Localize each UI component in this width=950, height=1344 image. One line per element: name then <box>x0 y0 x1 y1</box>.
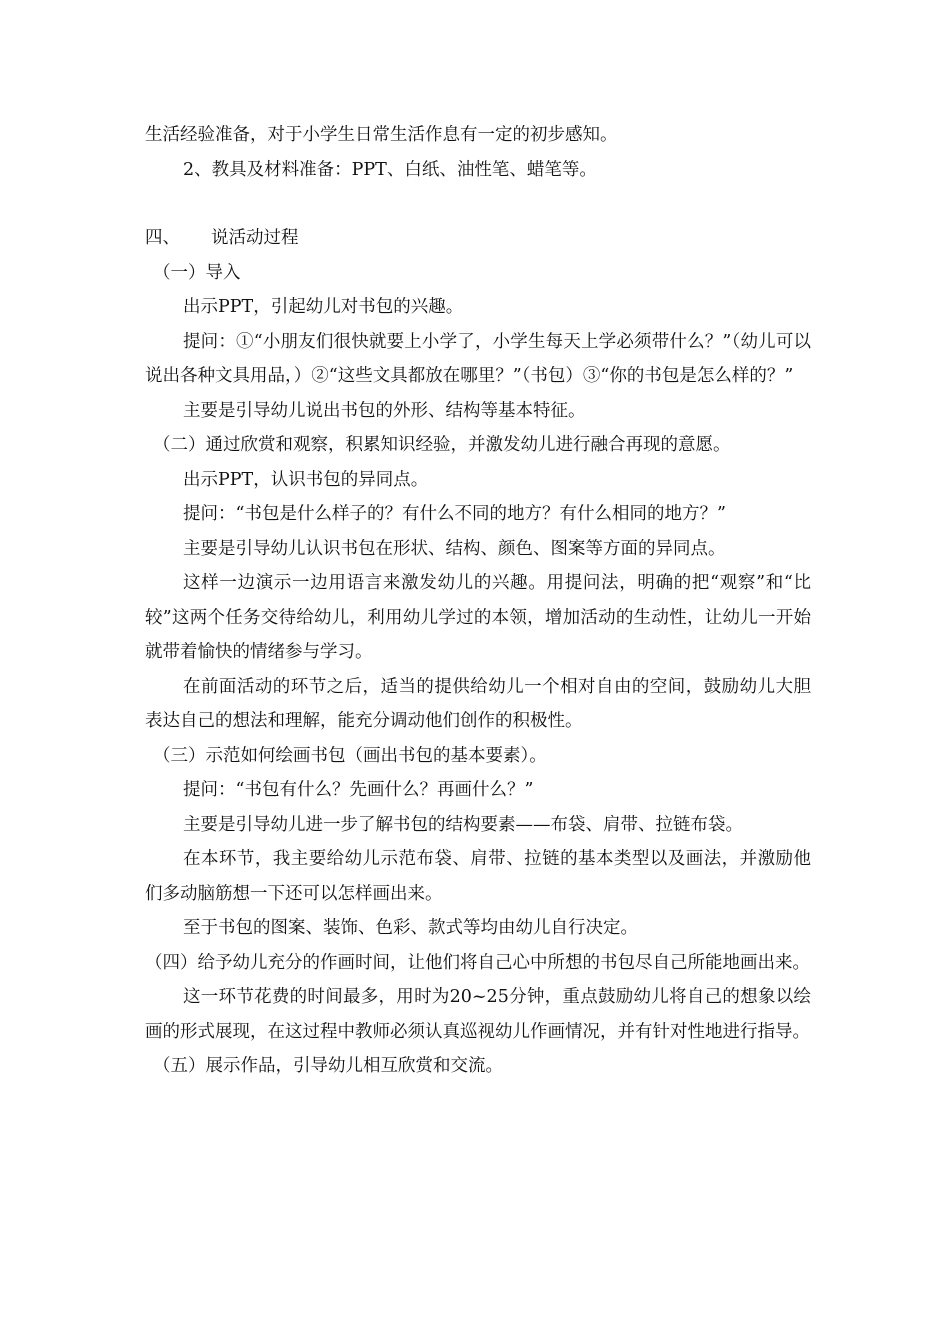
paragraph: 这一环节花费的时间最多，用时为20~25分钟，重点鼓励幼儿将自己的想象以绘画的形式展现，在这过程中教师必须认真巡视幼儿作画情况，并有针对性地进行指导。 <box>145 987 811 1042</box>
paragraph: 出示PPT，引起幼儿对书包的兴趣。 <box>183 297 464 317</box>
paragraph: 至于书包的图案、装饰、色彩、款式等均由幼儿自行决定。 <box>183 918 638 938</box>
paragraph: 主要是引导幼儿认识书包在形状、结构、颜色、图案等方面的异同点。 <box>183 538 726 559</box>
subheading-intro: （一）导入 <box>153 262 241 283</box>
paragraph: 这样一边演示一边用语言来激发幼儿的兴趣。用提问法，明确的把“观察”和“比较”这两个任务交待给幼儿，利用幼儿学过的本领，增加活动的生动性，让幼儿一开始就带着愉快的情绪参与学习。 <box>145 573 811 662</box>
subheading-demo: （三）示范如何绘画书包（画出书包的基本要素）。 <box>153 745 547 766</box>
subheading-observe: （二）通过欣赏和观察，积累知识经验，并激发幼儿进行融合再现的意愿。 <box>153 435 731 455</box>
section-title: 说活动过程 <box>211 228 299 248</box>
paragraph: 在前面活动的环节之后，适当的提供给幼儿一个相对自由的空间，鼓励幼儿大胆表达自己的想法和理解，能充分调动他们创作的积极性。 <box>145 676 811 731</box>
paragraph-prep-experience: 生活经验准备，对于小学生日常生活作息有一定的初步感知。 <box>145 125 618 145</box>
section-number: 四、 <box>145 228 180 248</box>
subheading-showcase: （五）展示作品，引导幼儿相互欣赏和交流。 <box>153 1056 503 1076</box>
document-body <box>145 118 811 1084</box>
subheading-drawing-time: （四）给予幼儿充分的作画时间，让他们将自己心中所想的书包尽自己所能地画出来。 <box>145 952 810 973</box>
paragraph-question: 提问：“书包是什么样子的？有什么不同的地方？有什么相同的地方？” <box>183 504 726 524</box>
paragraph: 主要是引导幼儿进一步了解书包的结构要素——布袋、肩带、拉链布袋。 <box>183 814 743 835</box>
paragraph: 主要是引导幼儿说出书包的外形、结构等基本特征。 <box>183 400 586 421</box>
paragraph-question: 提问：“书包有什么？先画什么？再画什么？” <box>183 780 534 800</box>
section-heading-process <box>145 221 811 256</box>
paragraph-question: 提问：①“小朋友们很快就要上小学了，小学生每天上学必须带什么？”（幼儿可以说出各种文具用品，）②“这些文具都放在哪里？”（书包）③“你的书包是怎么样的？” <box>145 331 811 386</box>
paragraph: 出示PPT，认识书包的异同点。 <box>183 469 429 490</box>
blank-line <box>145 187 811 221</box>
paragraph-materials: 2、教具及材料准备：PPT、白纸、油性笔、蜡笔等。 <box>183 159 597 180</box>
paragraph: 在本环节，我主要给幼儿示范布袋、肩带、拉链的基本类型以及画法，并激励他们多动脑筋想一下还可以怎样画出来。 <box>145 849 811 904</box>
